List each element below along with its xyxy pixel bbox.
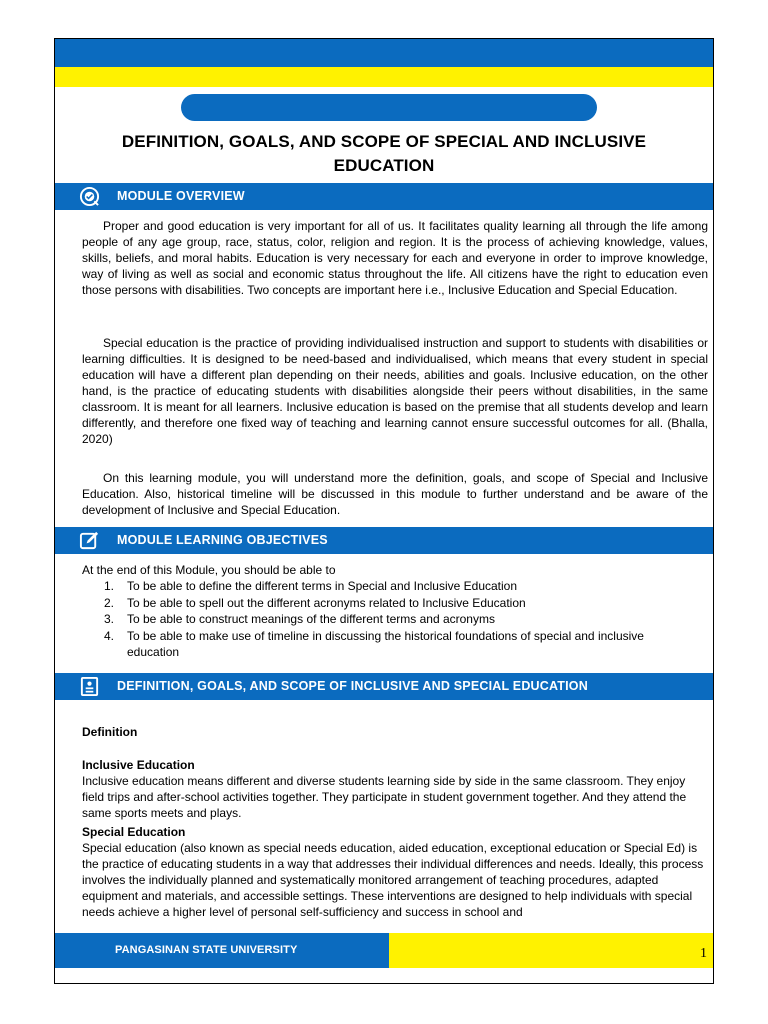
edit-icon — [79, 530, 100, 551]
overview-icon — [79, 186, 100, 207]
list-item: 1. To be able to define the different terms in Special and Inclusive Education — [104, 579, 518, 593]
objectives-intro: At the end of this Module, you should be able to — [82, 563, 336, 577]
definition-goals-scope-heading: DEFINITION, GOALS, AND SCOPE OF INCLUSIVE AND SPECIAL EDUCATION — [117, 679, 588, 693]
definition-goals-scope-bar — [55, 673, 713, 700]
overview-paragraph-3: On this learning module, you will understand more the definition, goals, and scope of Special and Inclusive Education. Also, historical timeline will be discussed in this module to further understand and be aware of the development of Inclusive and Special Education. — [82, 471, 708, 517]
header-yellow-band — [55, 67, 713, 87]
list-item: 2. To be able to spell out the different acronyms related to Inclusive Education — [104, 595, 526, 610]
objectives-list — [100, 578, 680, 661]
footer-university: PANGASINAN STATE UNIVERSITY — [115, 944, 298, 956]
list-item: 4. To be able to make use of timeline in discussing the historical foundations of special and inclusive education — [104, 628, 644, 659]
page-title: DEFINITION, GOALS, AND SCOPE OF SPECIAL AND INCLUSIVE EDUCATION — [121, 132, 647, 175]
learning-objectives-heading: MODULE LEARNING OBJECTIVES — [117, 533, 328, 547]
footer-yellow-band — [389, 933, 713, 968]
learning-objectives-bar — [55, 527, 713, 554]
overview-paragraph-2: Special education is the practice of providing individualised instruction and support to students with disabilities or learning difficulties. It is designed to be need-based and individualised, which means that every student in special education will have a different plan depending on their needs, abilities and goals. Inclusive education, on the other hand, is the practice of educating students with disabilities alongside their peers without disabilities, in the same classroom. It is meant for all learners. Inclusive education is based on the premise that all students develop and learn differently, and therefore one fixed way of teaching and learning cannot ensure successful outcomes for all. (Bhalla, 2020) — [82, 336, 708, 446]
overview-paragraph-1: Proper and good education is very important for all of us. It facilitates quality learning all through the life among people of any age group, race, status, color, religion and region. It is the process of achieving knowledge, values, skills, beliefs, and moral habits. Education is very necessary for each and everyone in order to improve knowledge, way of living as well as social and economic status throughout the life. All citizens have the right to education even those persons with disabilities. Two concepts are important here i.e., Inclusive Education and Special Education. — [82, 219, 708, 297]
header-blue-band — [55, 39, 713, 67]
module-overview-bar — [55, 183, 713, 210]
special-education-text: Special education (also known as special needs education, aided education, exceptional education or Special Ed) is the practice of educating students in a way that addresses their individual differences and needs. Ideally, this process involves the individually planned and systematically monitored arrangement of teaching procedures, adapted equipment and materials, and accessible settings. These interventions are designed to help individuals with special needs achieve a higher level of personal self-sufficiency and success in school and — [82, 841, 704, 919]
inclusive-education-heading: Inclusive Education — [82, 758, 195, 772]
page-number: 1 — [700, 946, 707, 961]
document-icon — [79, 676, 100, 697]
inclusive-education-text: Inclusive education means different and diverse students learning side by side in the same classroom. They enjoy field trips and after-school activities together. They participate in student government together. And they attend the same sports meets and plays. — [82, 774, 687, 820]
header-pill — [181, 94, 597, 121]
definition-heading: Definition — [82, 725, 138, 739]
list-item: 3. To be able to construct meanings of the different terms and acronyms — [104, 612, 495, 626]
special-education-heading: Special Education — [82, 825, 186, 839]
module-overview-heading: MODULE OVERVIEW — [117, 189, 245, 203]
